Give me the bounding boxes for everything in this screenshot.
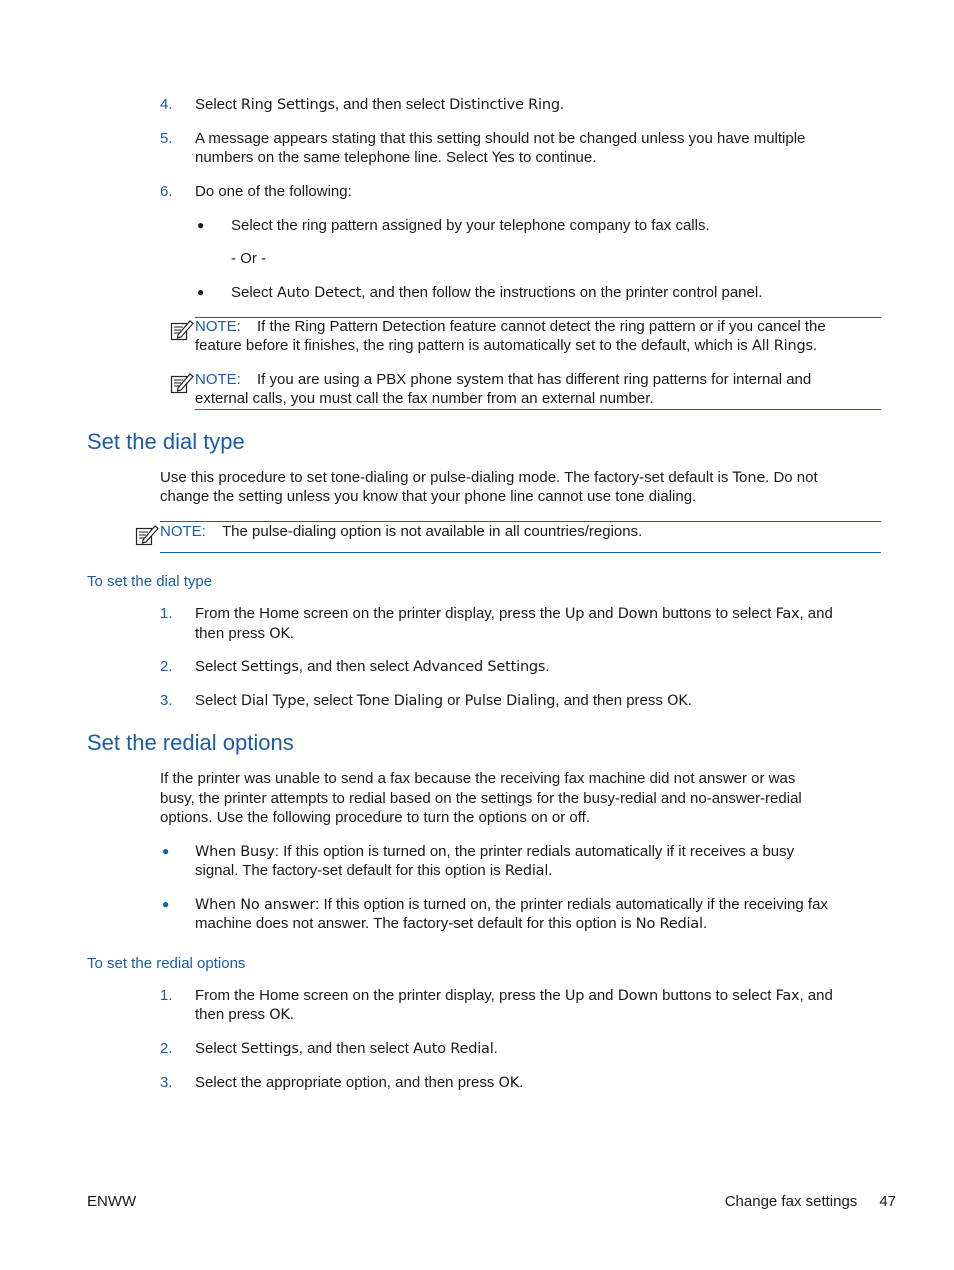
dial-paragraph-line1: Use this procedure to set tone-dialing or pulse-dialing mode. The factory-set default is Tone. Do not [160, 469, 818, 486]
section-heading-redial: Set the redial options [87, 730, 294, 755]
redial-step-1-line2: then press OK. [195, 1006, 294, 1023]
step-4 [160, 95, 173, 114]
ui-term: Settings [240, 1041, 299, 1057]
subheading-redial: To set the redial options [87, 955, 246, 972]
ui-term: All Rings [751, 338, 813, 354]
note-label: NOTE: [195, 371, 241, 388]
redial-bullet-noanswer-line1: When No answer: If this option is turned on, the printer redials automatically if the receiving fax [195, 896, 828, 913]
note-ring-pattern: NOTE: If the Ring Pattern Detection feature cannot detect the ring pattern or if you cancel the [195, 318, 826, 335]
note-pencil-icon [170, 372, 194, 394]
step-number: 3. [160, 692, 173, 709]
redial-paragraph-line3: options. Use the following procedure to turn the options on or off. [160, 809, 590, 826]
footer-section: Change fax settings [724, 1193, 858, 1210]
note-pbx: NOTE: If you are using a PBX phone system that has different ring patterns for internal and [195, 371, 812, 388]
ui-term: Fax [775, 606, 800, 622]
redial-step-3: Select the appropriate option, and then press OK. [195, 1074, 524, 1091]
step-5-line1: A message appears stating that this setting should not be changed unless you have multiple [195, 130, 806, 147]
note-pencil-icon [135, 524, 159, 546]
ui-term: Redial [504, 863, 549, 879]
ui-term: Down [617, 988, 658, 1004]
redial-step-1-line1: From the Home screen on the printer display, press the Up and Down buttons to select Fax, and [195, 987, 833, 1004]
ui-term: Auto Redial [412, 1041, 494, 1057]
redial-bullet-busy-line1: When Busy: If this option is turned on, the printer redials automatically if it receives a busy [195, 843, 795, 860]
bullet-text: Select the ring pattern assigned by your telephone company to fax calls. [231, 217, 710, 234]
ui-term: Up [564, 606, 585, 622]
ui-term: Tone Dialing [356, 693, 443, 709]
ui-term: Distinctive Ring [449, 97, 560, 113]
bullet-dot: ● [197, 218, 205, 232]
dial-step-1-line1: From the Home screen on the printer display, press the Up and Down buttons to select Fax, and [195, 605, 833, 622]
redial-bullet-noanswer-line2: machine does not answer. The factory-set default for this option is No Redial. [195, 915, 707, 932]
ui-term: Settings [240, 659, 299, 675]
step-number: 1. [160, 987, 173, 1004]
note-label: NOTE: [160, 523, 206, 540]
note-label: NOTE: [195, 318, 241, 335]
dial-step-2: Select Settings, and then select Advanced Settings. [195, 658, 550, 675]
redial-paragraph-line2: busy, the printer attempts to redial based on the settings for the busy-redial and no-answer-redial [160, 790, 802, 807]
bullet-dot: ● [162, 897, 170, 911]
ui-term: Up [564, 988, 585, 1004]
ui-term: OK [498, 1075, 520, 1091]
ui-term: OK [667, 693, 688, 709]
section-heading-dial-type: Set the dial type [87, 429, 245, 454]
note-pulse-dialing: NOTE: The pulse-dialing option is not available in all countries/regions. [160, 523, 643, 540]
note-pbx-line2: external calls, you must call the fax number from an external number. [195, 390, 654, 407]
ui-term: Dial Type [240, 693, 306, 709]
note-bottom-rule [160, 552, 881, 553]
step-number: 6. [160, 183, 173, 200]
step-number: 3. [160, 1074, 173, 1091]
ui-term: Ring Settings [240, 97, 335, 113]
bullet-dot: ● [197, 285, 205, 299]
ui-term: Down [617, 606, 658, 622]
ui-term: When Busy [195, 844, 275, 860]
step-5-line2: numbers on the same telephone line. Select Yes to continue. [195, 149, 597, 166]
or-separator: - Or - [231, 250, 266, 267]
ui-term: No Redial [635, 916, 703, 932]
note-bottom-rule [195, 409, 881, 410]
step-number: 2. [160, 658, 173, 675]
ui-term: Fax [775, 988, 800, 1004]
dial-step-3: Select Dial Type, select Tone Dialing or Pulse Dialing, and then press OK. [195, 692, 692, 709]
subheading-dial-type: To set the dial type [87, 573, 213, 590]
ui-term: OK [269, 626, 290, 642]
ui-term: Tone [732, 470, 766, 486]
ui-term: Advanced Settings [412, 659, 546, 675]
note-pencil-icon [170, 319, 194, 341]
page-number: 47 [879, 1193, 896, 1210]
step-4-text: Select Ring Settings, and then select Distinctive Ring. [195, 96, 565, 113]
step-6-text: Do one of the following: [195, 183, 352, 200]
step-number: 5. [160, 130, 173, 147]
note-ring-pattern-line2: feature before it finishes, the ring pattern is automatically set to the default, which is All Rings. [195, 337, 817, 354]
dial-step-1-line2: then press OK. [195, 625, 294, 642]
ui-term: When No answer [195, 897, 316, 913]
redial-step-2: Select Settings, and then select Auto Redial. [195, 1040, 498, 1057]
ui-term: Auto Detect [276, 285, 362, 301]
bullet-dot: ● [162, 844, 170, 858]
bullet-text: Select Auto Detect, and then follow the instructions on the printer control panel. [231, 284, 763, 301]
step-number: 1. [160, 605, 173, 622]
footer-right [725, 1192, 896, 1211]
step-number: 2. [160, 1040, 173, 1057]
dial-paragraph-line2: change the setting unless you know that your phone line cannot use tone dialing. [160, 488, 697, 505]
ui-term: OK [269, 1007, 290, 1023]
redial-paragraph-line1: If the printer was unable to send a fax because the receiving fax machine did not answer or was [160, 770, 796, 787]
footer-left: ENWW [87, 1193, 137, 1210]
ui-term: Pulse Dialing [464, 693, 556, 709]
step-number: 4. [160, 96, 173, 113]
ui-term: Yes [491, 150, 515, 166]
redial-bullet-busy-line2: signal. The factory-set default for this option is Redial. [195, 862, 553, 879]
